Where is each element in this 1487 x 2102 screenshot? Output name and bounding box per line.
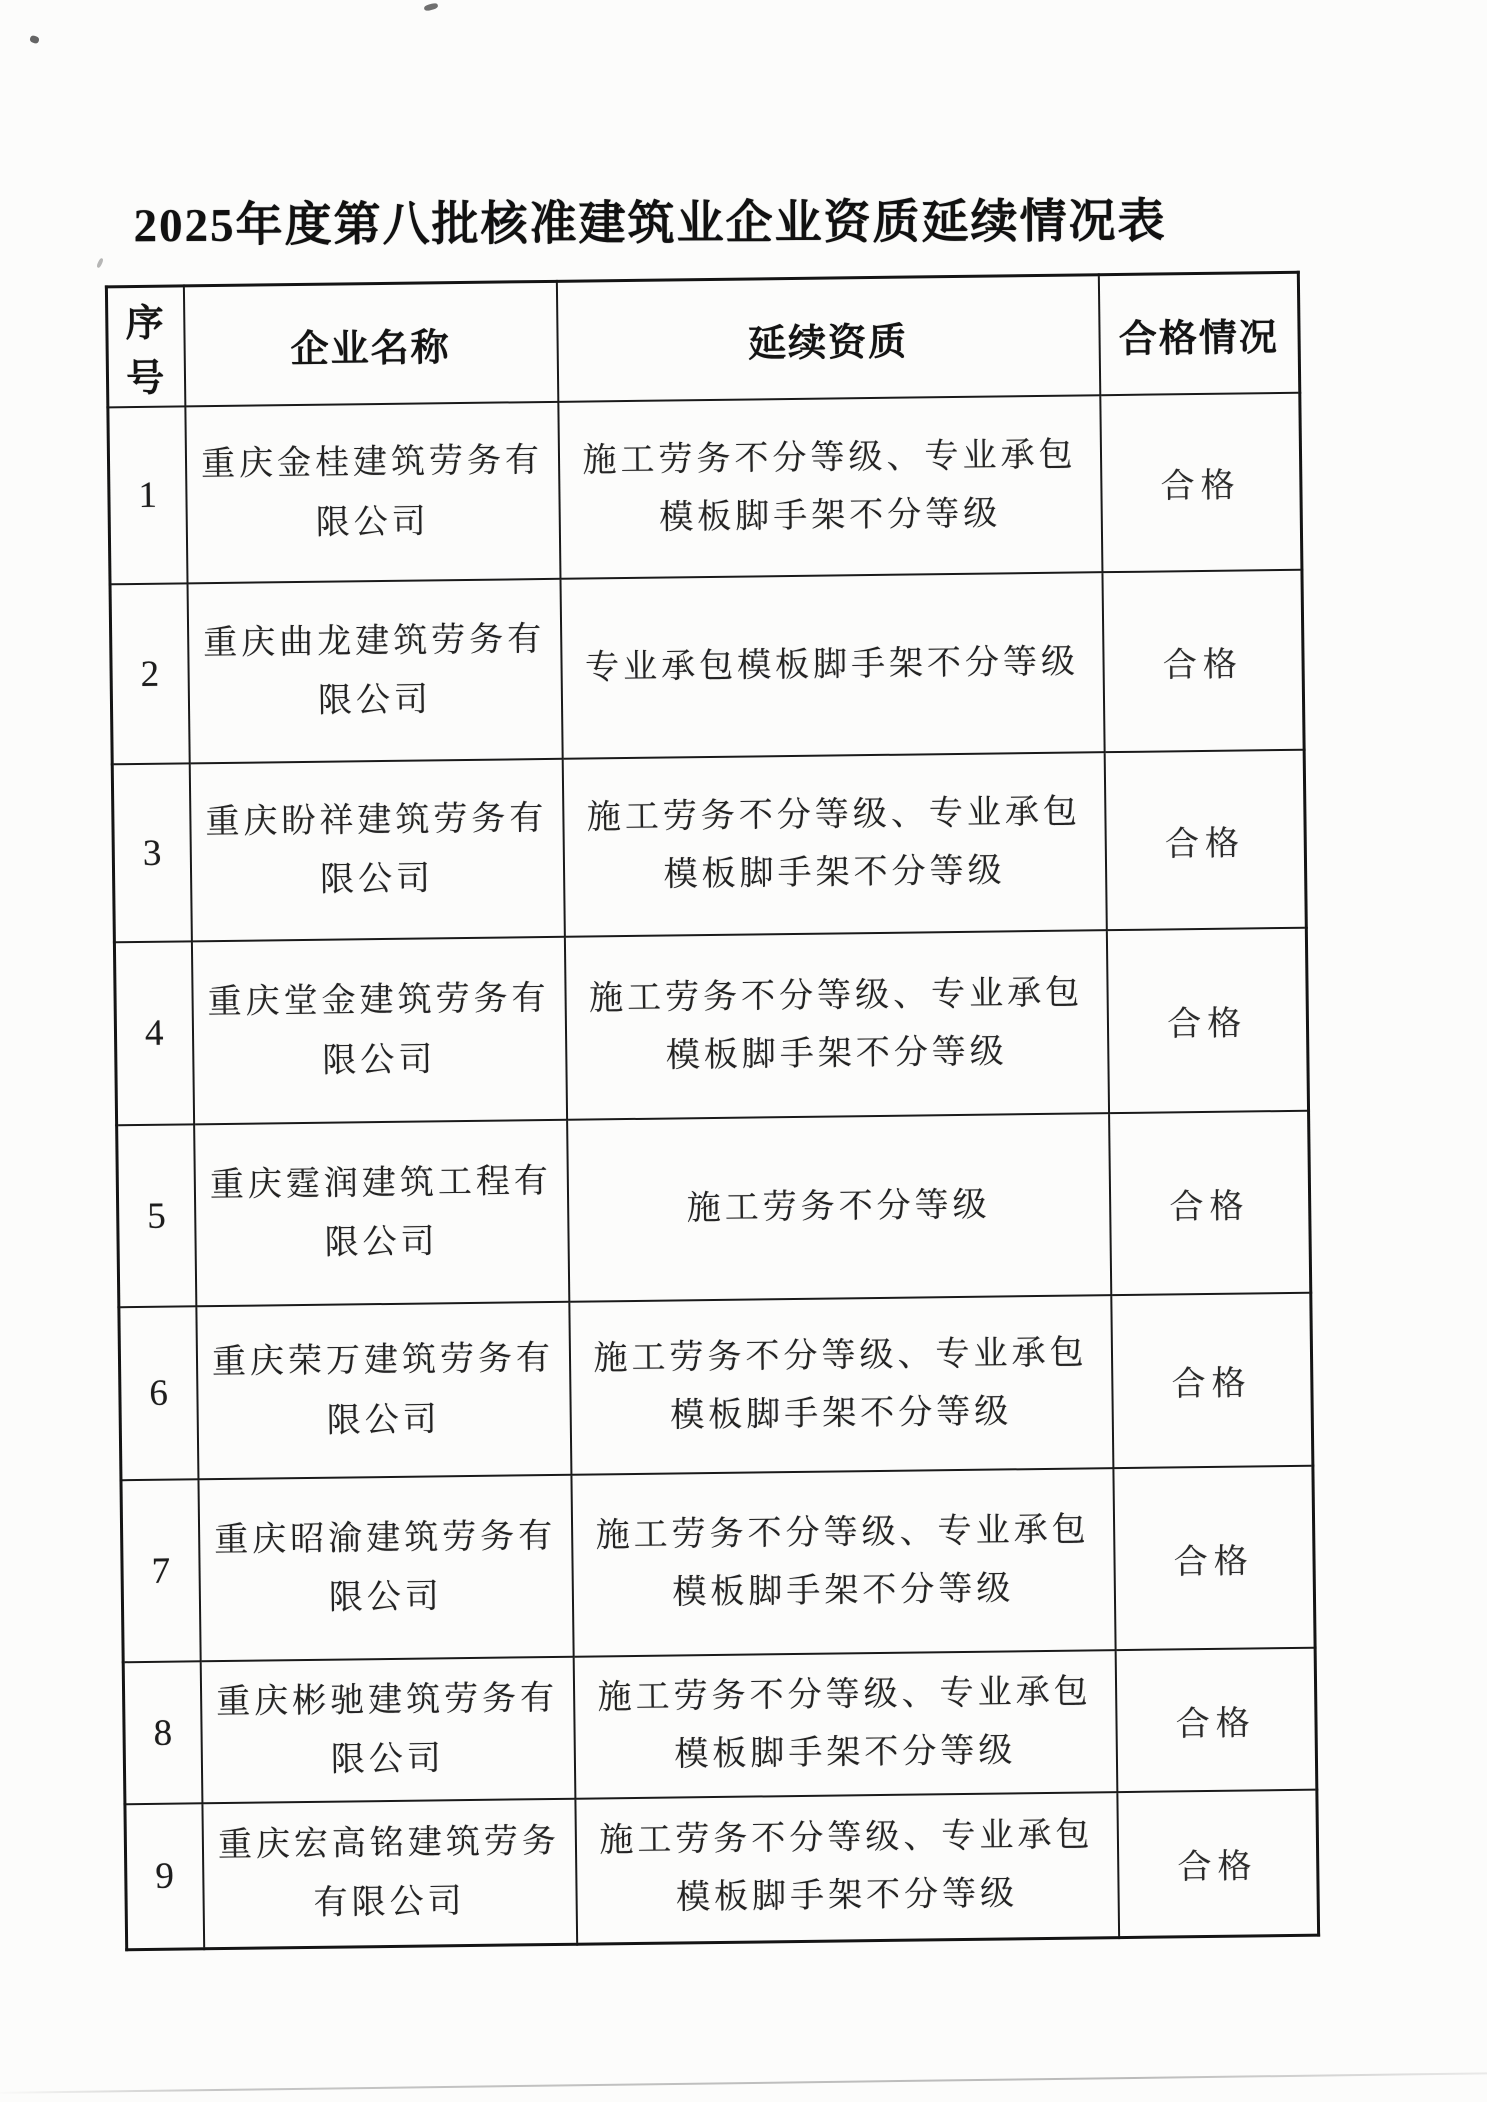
cell-company [194, 1120, 569, 1307]
table-row [119, 1293, 1313, 1481]
company-name: 重庆金桂建筑劳务有限公司 [200, 442, 544, 542]
cell-no: 3 [112, 763, 191, 942]
cell-qualification [573, 1650, 1117, 1799]
cell-status: 合格 [1113, 1466, 1315, 1650]
qualification-text: 施工劳务不分等级、专业承包模板脚手架不分等级 [599, 1816, 1094, 1917]
table-row [112, 750, 1306, 943]
cell-status: 合格 [1104, 750, 1306, 930]
qualification-text: 施工劳务不分等级、专业承包模板脚手架不分等级 [586, 793, 1082, 894]
cell-status: 合格 [1106, 928, 1308, 1113]
table-row [114, 928, 1308, 1126]
cell-company [185, 402, 560, 584]
cell-company [191, 937, 566, 1125]
table-row [123, 1648, 1317, 1805]
document-title: 2025年度第八批核准建筑业企业资质延续情况表 [133, 195, 1167, 253]
cell-status: 合格 [1117, 1790, 1319, 1937]
company-name: 重庆盼祥建筑劳务有限公司 [205, 799, 548, 899]
qualification-text: 施工劳务不分等级、专业承包模板脚手架不分等级 [593, 1334, 1088, 1435]
header-cell-qualification: 延续资质 [556, 275, 1099, 402]
cell-company [196, 1302, 571, 1480]
cell-no: 6 [119, 1306, 198, 1480]
cell-no: 5 [117, 1124, 196, 1307]
cell-status: 合格 [1102, 570, 1304, 752]
cell-company [187, 579, 562, 764]
cell-qualification [571, 1468, 1115, 1657]
header-cell-company: 企业名称 [183, 281, 557, 406]
header-row [106, 272, 1299, 407]
cell-qualification [575, 1792, 1119, 1944]
company-name: 重庆昭渝建筑劳务有限公司 [213, 1517, 557, 1617]
company-name: 重庆曲龙建筑劳务有限公司 [203, 620, 546, 720]
cell-qualification [564, 930, 1108, 1120]
qualification-text: 专业承包模板脚手架不分等级 [584, 643, 1080, 687]
company-name: 重庆荣万建筑劳务有限公司 [211, 1339, 555, 1440]
company-name: 重庆彬驰建筑劳务有限公司 [215, 1679, 559, 1779]
cell-no: 9 [125, 1803, 204, 1949]
header-cell-status: 合格情况 [1098, 272, 1299, 395]
qualification-text: 施工劳务不分等级 [686, 1186, 991, 1228]
qualification-text: 施工劳务不分等级、专业承包模板脚手架不分等级 [597, 1673, 1092, 1774]
scan-artifact [96, 258, 104, 269]
cell-qualification [558, 395, 1102, 579]
cell-qualification [562, 752, 1106, 937]
table-row [117, 1111, 1311, 1308]
cell-company [189, 759, 564, 942]
cell-company [200, 1657, 575, 1804]
table-row [110, 570, 1304, 765]
header-cell-no: 序号 [106, 286, 184, 407]
scan-artifact [423, 2, 438, 11]
cell-qualification [567, 1113, 1111, 1302]
table-row [125, 1790, 1319, 1950]
qualification-renewal-table [105, 271, 1320, 1951]
cell-qualification [560, 572, 1104, 759]
cell-company [202, 1799, 577, 1949]
qualification-text: 施工劳务不分等级、专业承包模板脚手架不分等级 [595, 1511, 1090, 1612]
cell-no: 2 [110, 583, 189, 764]
qualification-text: 施工劳务不分等级、专业承包模板脚手架不分等级 [588, 974, 1084, 1075]
cell-status: 合格 [1115, 1648, 1317, 1792]
table-container [105, 271, 1320, 1951]
cell-qualification [569, 1295, 1113, 1475]
cell-status: 合格 [1109, 1111, 1311, 1295]
cell-no: 8 [123, 1661, 202, 1804]
company-name: 重庆堂金建筑劳务有限公司 [207, 979, 550, 1080]
scan-artifact-line [0, 2072, 1487, 2094]
cell-company [198, 1475, 573, 1662]
cell-no: 1 [108, 406, 187, 584]
table-row [121, 1466, 1315, 1663]
cell-status: 合格 [1100, 393, 1302, 572]
cell-no: 4 [114, 941, 193, 1125]
company-name: 重庆霆润建筑工程有限公司 [209, 1162, 553, 1262]
cell-status: 合格 [1111, 1293, 1313, 1468]
company-name: 重庆宏高铭建筑劳务有限公司 [217, 1822, 561, 1923]
table-row [108, 393, 1302, 585]
qualification-text: 施工劳务不分等级、专业承包模板脚手架不分等级 [582, 436, 1077, 537]
cell-no: 7 [121, 1479, 200, 1662]
scan-artifact [29, 35, 40, 45]
